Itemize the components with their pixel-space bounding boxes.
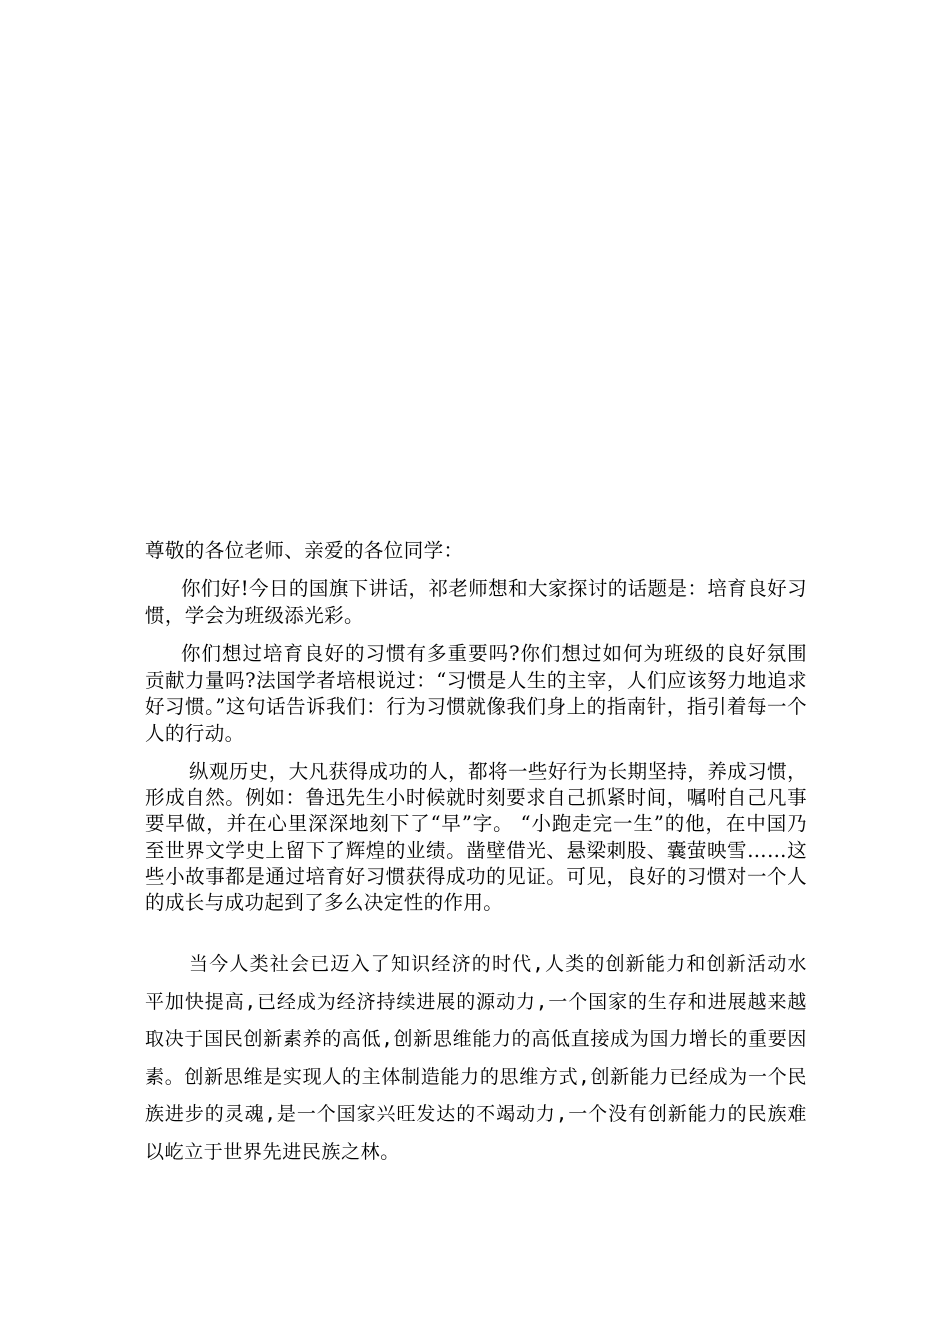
paragraph-innovation: 当今人类社会已迈入了知识经济的时代,人类的创新能力和创新活动水平加快提高,已经成为经济持续进展的源动力,一个国家的生存和进展越来越取决于国民创新素养的高低,创新思维能力的高低直接成为国力增长的重要因素。创新思维是实现人的主体制造能力的思维方式,创新能力已经成为一个民族进步的灵魂,是一个国家兴旺发达的不竭动力,一个没有创新能力的民族难以屹立于世界先进民族之林。 — [145, 953, 807, 1163]
greeting: 尊敬的各位老师、亲爱的各位同学： — [145, 539, 464, 562]
paragraph-habits-importance: 你们想过培育良好的习惯有多重要吗?你们想过如何为班级的良好氛围贡献力量吗?法国学者培根说过：“习惯是人生的主宰，人们应该努力地追求好习惯。”这句话告诉我们：行为习惯就像我们身上的指南针，指引着每一个人的行动。 — [145, 642, 807, 745]
paragraph-intro: 你们好!今日的国旗下讲话，祁老师想和大家探讨的话题是：培育良好习惯，学会为班级添光彩。 — [145, 577, 807, 627]
paragraph-history-examples: 纵观历史，大凡获得成功的人，都将一些好行为长期坚持，养成习惯，形成自然。例如：鲁迅先生小时候就时刻要求自己抓紧时间，嘱咐自己凡事要早做，并在心里深深地刻下了“早”字。 “小跑走完一生”的他，在中国乃至世界文学史上留下了辉煌的业绩。凿壁借光、悬梁刺股、囊萤映雪……这些小故事都是通过培育好习惯获得成功的见证。可见，良好的习惯对一个人的成长与成功起到了多么决定性的作用。 — [145, 760, 807, 915]
document-body — [145, 536, 807, 1183]
